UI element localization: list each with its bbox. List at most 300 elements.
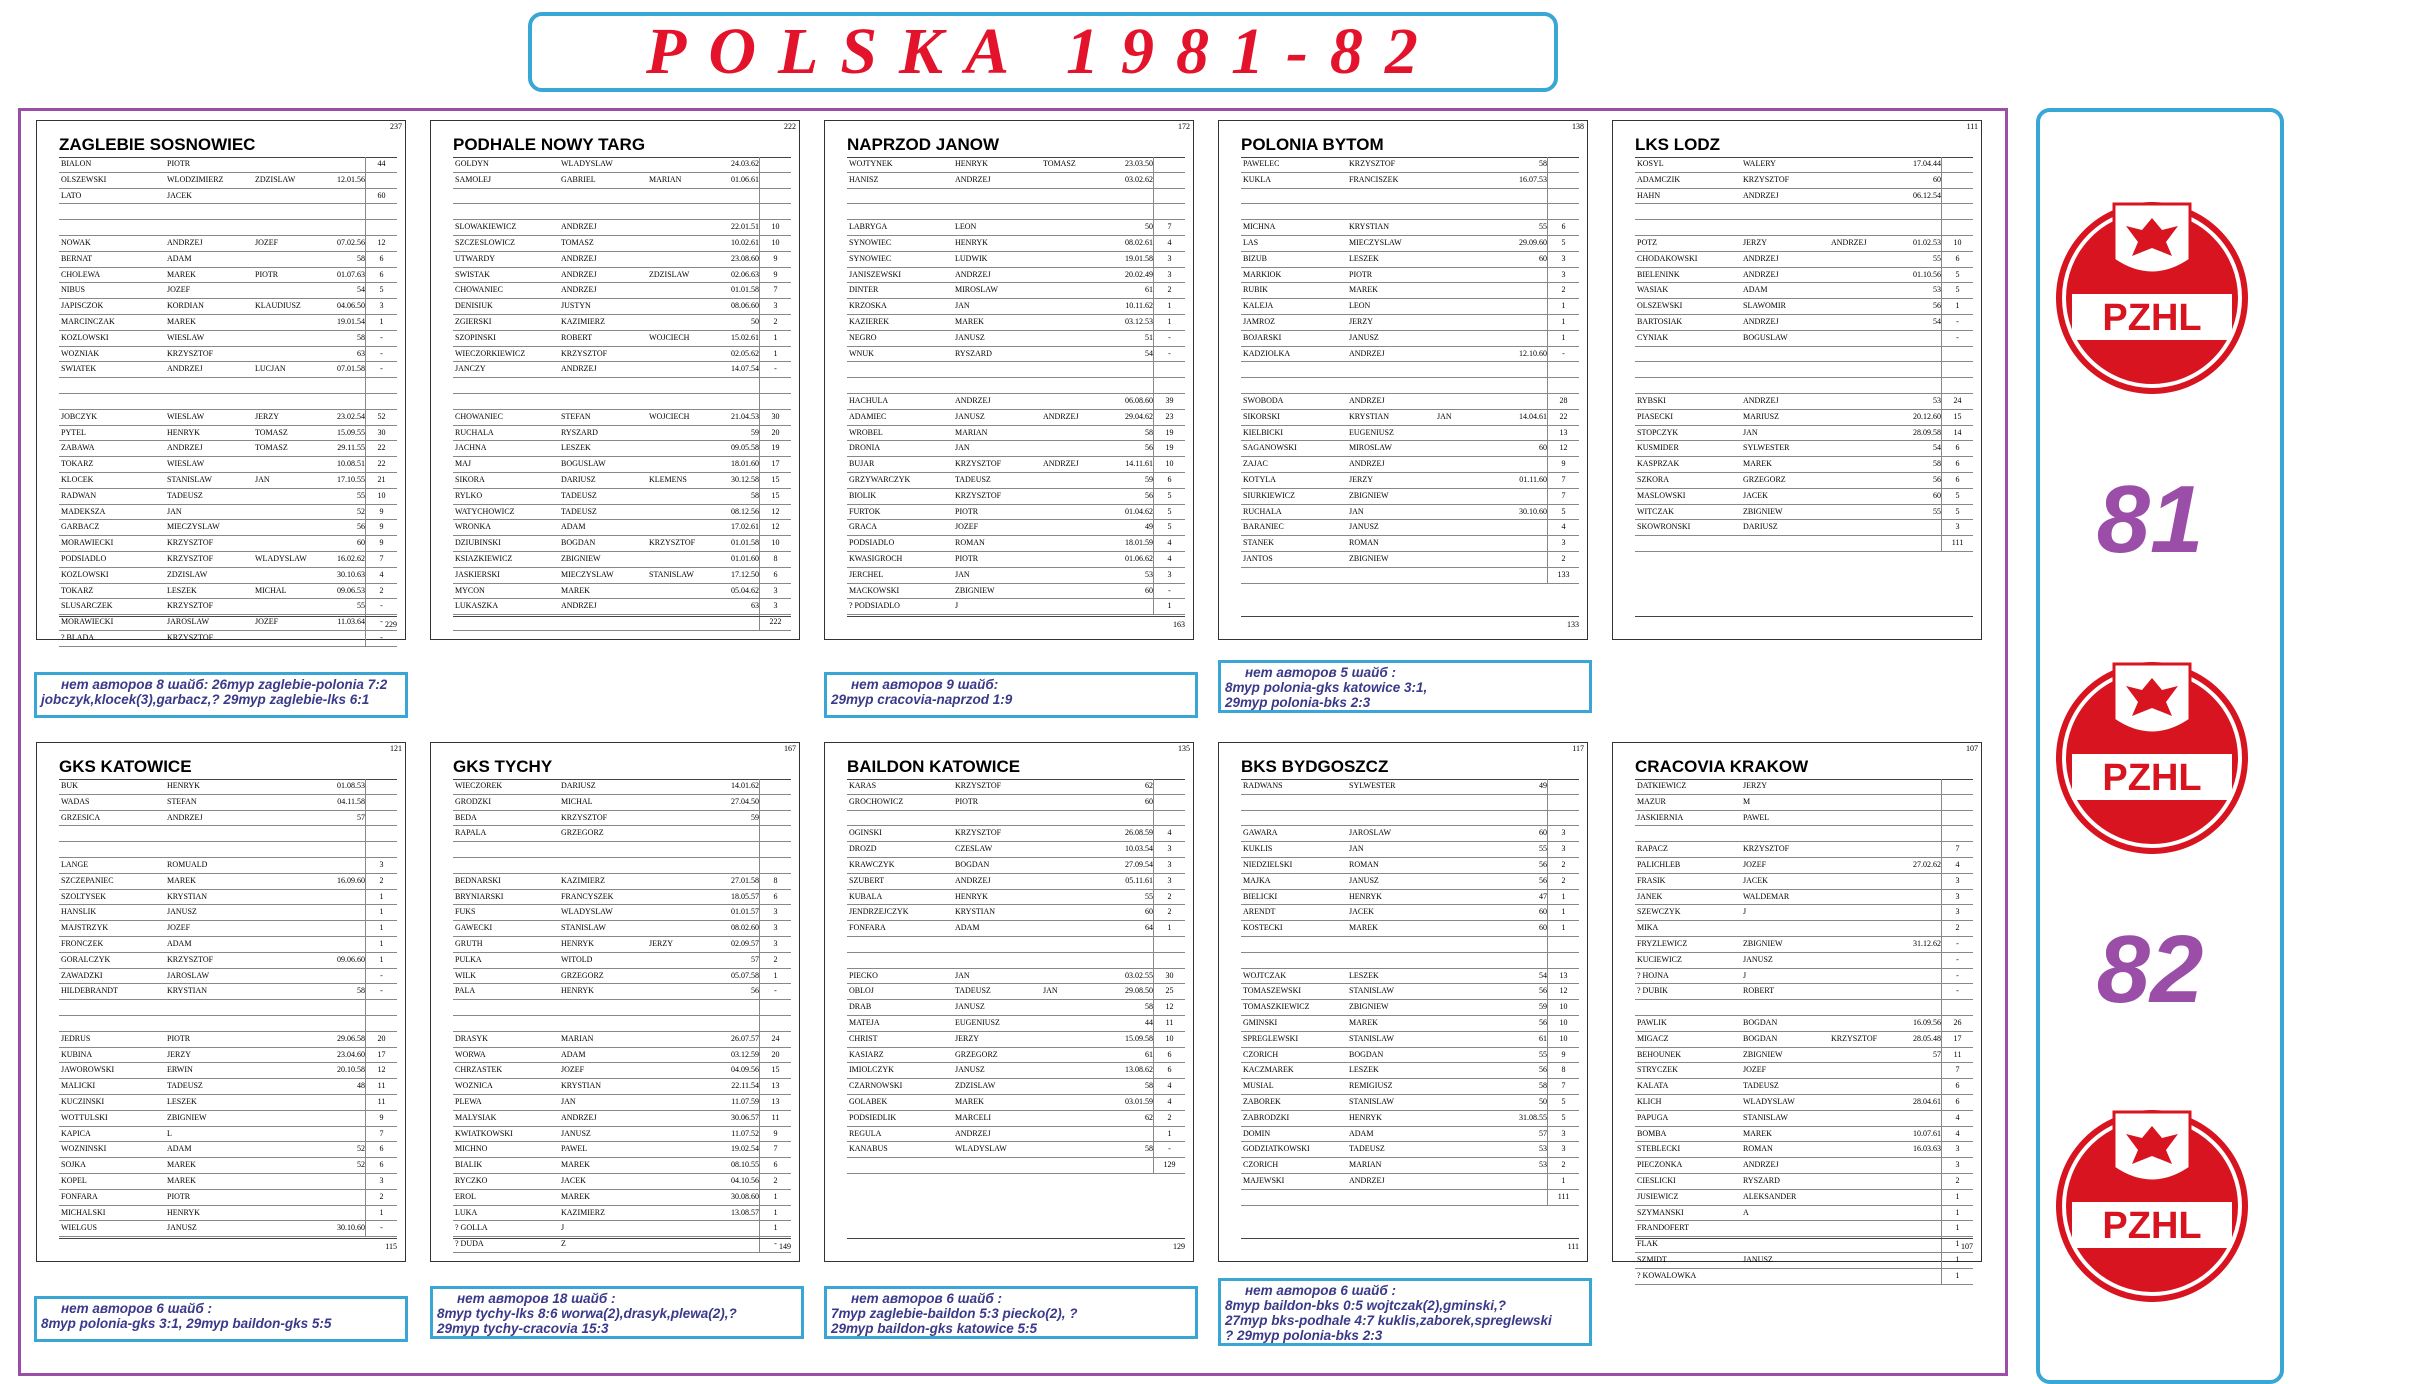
player-birthdate (1107, 599, 1153, 614)
player-birthdate (319, 189, 365, 204)
player-surname: WNUK (849, 348, 874, 358)
player-surname: GRACA (849, 522, 878, 532)
player-goals: 10 (759, 220, 791, 235)
player-surname: KANABUS (849, 1144, 888, 1154)
player-firstname: JAN (1743, 427, 1758, 437)
roster-row (847, 236, 1185, 252)
player-firstname: KRYSTIAN (561, 1081, 602, 1091)
player-surname: JEDRUS (61, 1033, 91, 1043)
player-surname: SWOBODA (1243, 395, 1284, 405)
player-second-name (1043, 441, 1107, 456)
roster-row (59, 969, 397, 985)
player-second-name (1437, 969, 1501, 984)
player-firstname (1349, 362, 1437, 377)
roster-row (1241, 1095, 1579, 1111)
player-surname: ZGIERSKI (455, 316, 492, 326)
player-surname: GROCHOWICZ (849, 796, 904, 806)
player-firstname (1743, 347, 1831, 362)
player-firstname (561, 842, 649, 857)
player-surname: SZCZESLOWICZ (455, 237, 515, 247)
team-total: 229 (59, 616, 397, 633)
player-birthdate (1107, 204, 1153, 219)
player-firstname: ERWIN (167, 1065, 193, 1075)
roster-row (453, 937, 791, 953)
roster-row (453, 394, 791, 410)
player-surname: GODZIATKOWSKI (1243, 1144, 1310, 1154)
player-second-name (649, 584, 713, 599)
player-goals: 6 (759, 1158, 791, 1173)
player-firstname (1743, 220, 1831, 235)
player-firstname: WIESLAW (167, 332, 205, 342)
player-surname: PODSIEDLIK (849, 1112, 897, 1122)
player-surname: ZABOREK (1243, 1096, 1281, 1106)
player-surname: WADAS (61, 796, 90, 806)
note-line: нет авторов 6 шайб : (851, 1291, 1002, 1306)
player-second-name (1043, 189, 1107, 204)
roster-table (453, 157, 791, 627)
roster-row (59, 394, 397, 410)
player-goals: 3 (1153, 568, 1185, 583)
player-second-name (1437, 921, 1501, 936)
player-birthdate (319, 1000, 365, 1015)
player-goals: 1 (365, 921, 397, 936)
player-birthdate (1501, 283, 1547, 298)
player-birthdate (1501, 315, 1547, 330)
player-second-name: ZDZISLAW (255, 174, 296, 184)
player-firstname (1743, 1000, 1831, 1015)
player-surname: IMIOLCZYK (849, 1065, 894, 1075)
player-surname: BUJAR (849, 459, 875, 469)
player-surname (847, 189, 955, 204)
player-surname (59, 1016, 167, 1031)
player-birthdate: 01.01.57 (731, 907, 759, 917)
player-surname: BARTOSIAK (1637, 316, 1683, 326)
player-birthdate: 54 (1539, 970, 1547, 980)
player-goals: 111 (1547, 1190, 1579, 1205)
player-birthdate (1501, 795, 1547, 810)
player-birthdate (319, 220, 365, 235)
player-second-name (649, 779, 713, 794)
player-second-name (1043, 1032, 1107, 1047)
roster-row (847, 473, 1185, 489)
player-firstname: PIOTR (167, 1191, 191, 1201)
player-surname: KASIARZ (849, 1049, 884, 1059)
roster-row (1635, 921, 1973, 937)
roster-row (1241, 457, 1579, 473)
roster-row (1635, 204, 1973, 220)
player-second-name (1831, 874, 1895, 889)
player-firstname: ANDRZEJ (167, 364, 203, 374)
team-name: POLONIA BYTOM (1241, 135, 1579, 158)
player-second-name (1043, 1016, 1107, 1031)
player-surname: SOJKA (61, 1160, 86, 1170)
player-second-name (1437, 1016, 1501, 1031)
player-firstname: HENRYK (1349, 891, 1382, 901)
player-birthdate: 30.06.57 (731, 1112, 759, 1122)
player-firstname: HENRYK (561, 986, 594, 996)
roster-row (1241, 568, 1579, 584)
roster-row (453, 874, 791, 890)
roster-row (1241, 505, 1579, 521)
player-second-name (1831, 1063, 1895, 1078)
player-firstname: MARIAN (955, 427, 988, 437)
player-firstname (1743, 204, 1831, 219)
player-goals: 1 (1547, 1174, 1579, 1189)
player-birthdate: 30.10.63 (337, 569, 365, 579)
player-second-name (1043, 268, 1107, 283)
player-goals: 8 (759, 874, 791, 889)
player-firstname: LESZEK (1349, 970, 1379, 980)
player-birthdate: 56 (751, 986, 759, 996)
player-firstname: WALERY (1743, 159, 1776, 168)
player-firstname: KRZYSZTOF (955, 781, 1002, 790)
player-goals (1547, 173, 1579, 188)
player-firstname: KRYSTIAN (167, 986, 208, 996)
player-surname: KADZIOLKA (1243, 348, 1291, 358)
player-firstname: GRZEGORZ (561, 970, 604, 980)
player-goals (759, 779, 791, 794)
player-firstname: KAZIMIERZ (561, 316, 605, 326)
roster-row (59, 1158, 397, 1174)
player-birthdate: 57 (751, 954, 759, 964)
player-second-name (1831, 536, 1895, 551)
player-birthdate (1501, 426, 1547, 441)
player-second-name (255, 826, 319, 841)
player-firstname: JACEK (561, 1175, 586, 1185)
roster-row (847, 252, 1185, 268)
player-second-name (1043, 315, 1107, 330)
player-goals: 6 (365, 1158, 397, 1173)
player-goals: 4 (1547, 520, 1579, 535)
player-firstname (167, 204, 255, 219)
player-goals: 1 (1547, 921, 1579, 936)
player-second-name (1043, 347, 1107, 362)
roster-row (453, 584, 791, 600)
player-firstname: FRANCISZEK (1349, 174, 1399, 184)
player-goals: 1 (759, 331, 791, 346)
player-goals (1941, 347, 1973, 362)
player-firstname: ZBIGNIEW (1349, 490, 1389, 500)
player-goals: 22 (1547, 410, 1579, 425)
player-second-name (649, 347, 713, 362)
player-second-name: ANDRZEJ (1043, 411, 1079, 421)
player-surname: JAWOROWSKI (61, 1065, 115, 1075)
player-birthdate (1895, 1174, 1941, 1189)
player-birthdate: 01.01.58 (731, 538, 759, 548)
roster-row (847, 1032, 1185, 1048)
player-birthdate: 55 (357, 601, 365, 611)
player-goals: 15 (759, 473, 791, 488)
team-total: 107 (1635, 1238, 1973, 1255)
player-birthdate: 01.04.62 (1125, 506, 1153, 516)
player-firstname: ANDRZEJ (955, 1128, 991, 1138)
roster-row (1635, 1000, 1973, 1016)
player-birthdate (1107, 1158, 1153, 1173)
player-surname: JENDRZEJCZYK (849, 907, 909, 917)
player-birthdate: 08.02.61 (1125, 237, 1153, 247)
player-birthdate: 09.05.58 (731, 443, 759, 453)
player-birthdate: 59 (1145, 474, 1153, 484)
player-surname: FURTOK (849, 506, 881, 516)
team-name: BKS BYDGOSZCZ (1241, 757, 1579, 780)
player-second-name (1831, 268, 1895, 283)
player-firstname: JANUSZ (955, 1002, 985, 1012)
player-firstname (1349, 378, 1437, 393)
player-surname (847, 378, 955, 393)
team-name: NAPRZOD JANOW (847, 135, 1185, 158)
roster-row (847, 394, 1185, 410)
player-firstname: ZBIGNIEW (561, 553, 601, 563)
player-second-name: WLADYSLAW (255, 553, 307, 563)
roster-row (847, 1142, 1185, 1158)
roster-row (59, 811, 397, 827)
roster-row (453, 173, 791, 189)
player-firstname: JACEK (167, 190, 192, 200)
player-birthdate: 20.02.49 (1125, 269, 1153, 279)
roster-row (453, 536, 791, 552)
roster-row (59, 953, 397, 969)
player-firstname: KAZIMIERZ (561, 875, 605, 885)
roster-row (453, 1221, 791, 1237)
player-birthdate: 04.09.56 (731, 1065, 759, 1075)
player-second-name (255, 858, 319, 873)
player-firstname: JANUSZ (1349, 522, 1379, 532)
player-second-name (649, 283, 713, 298)
player-firstname: M (1743, 796, 1751, 806)
player-birthdate: 04.06.50 (337, 301, 365, 311)
roster-row (453, 236, 791, 252)
player-second-name (1437, 1127, 1501, 1142)
player-second-name (1043, 1000, 1107, 1015)
team-goal-count: 117 (1572, 744, 1584, 753)
player-firstname: MIECZYSLAW (167, 522, 220, 532)
player-firstname: STANISLAW (1349, 1033, 1394, 1043)
player-goals: - (365, 969, 397, 984)
player-surname: SZKORA (1637, 474, 1670, 484)
player-goals: 2 (1547, 552, 1579, 567)
player-surname: CZARNOWSKI (849, 1081, 903, 1091)
player-second-name (1043, 811, 1107, 826)
player-birthdate (1895, 1269, 1941, 1284)
roster-row (1635, 1206, 1973, 1222)
player-firstname: JANUSZ (1743, 954, 1773, 964)
player-firstname: RYSZARD (561, 427, 598, 437)
roster-row (453, 252, 791, 268)
player-birthdate: 53 (1539, 1144, 1547, 1154)
player-second-name (649, 1032, 713, 1047)
player-firstname: ANDRZEJ (167, 237, 203, 247)
player-second-name (649, 905, 713, 920)
player-goals: 4 (1153, 236, 1185, 251)
roster-row (59, 858, 397, 874)
player-surname: BIELICKI (1243, 891, 1278, 901)
player-firstname (1743, 362, 1831, 377)
team-name: GKS TYCHY (453, 757, 791, 780)
roster-row (1241, 1016, 1579, 1032)
player-firstname: ZDZISLAW (955, 1081, 996, 1091)
player-birthdate: 55 (1539, 1049, 1547, 1059)
player-surname: KUCZINSKI (61, 1096, 105, 1106)
player-birthdate (1895, 921, 1941, 936)
player-firstname: ZBIGNIEW (955, 585, 995, 595)
player-goals (759, 1000, 791, 1015)
roster-row (59, 1095, 397, 1111)
player-surname (847, 811, 955, 826)
player-second-name (255, 252, 319, 267)
roster-row (59, 489, 397, 505)
player-firstname: WIESLAW (167, 411, 205, 421)
player-firstname: ANDRZEJ (1743, 1160, 1779, 1170)
player-birthdate (1895, 362, 1941, 377)
player-second-name (1043, 584, 1107, 599)
player-firstname: Z (561, 1239, 566, 1249)
player-surname: SIKORA (455, 474, 485, 484)
player-birthdate (1895, 826, 1941, 841)
player-second-name (1437, 394, 1501, 409)
player-second-name: MARIAN (649, 174, 682, 184)
player-second-name (649, 1016, 713, 1031)
player-second-name (649, 204, 713, 219)
player-second-name (1831, 505, 1895, 520)
player-firstname: MIECZYSLAW (561, 569, 614, 579)
player-surname: PALA (455, 986, 476, 996)
player-surname: BOMBA (1637, 1128, 1667, 1138)
player-firstname: MARIAN (1349, 1160, 1382, 1170)
player-surname: PULKA (455, 954, 482, 964)
player-birthdate: 08.02.60 (731, 923, 759, 933)
player-firstname: JACEK (1743, 875, 1768, 885)
roster-row (1241, 252, 1579, 268)
year-81: 81 (2096, 466, 2204, 573)
player-firstname: ZBIGNIEW (167, 1112, 207, 1122)
player-second-name (649, 426, 713, 441)
player-firstname: HENRYK (167, 427, 200, 437)
player-firstname: ANDRZEJ (561, 1112, 597, 1122)
note-line: нет авторов 6 шайб : (1245, 1283, 1396, 1298)
player-goals (1153, 173, 1185, 188)
player-birthdate (1501, 394, 1547, 409)
roster-row (59, 331, 397, 347)
player-firstname: LESZEK (167, 585, 197, 595)
player-surname: GARBACZ (61, 522, 100, 532)
player-birthdate (1107, 378, 1153, 393)
player-firstname (561, 189, 649, 204)
roster-row (1241, 858, 1579, 874)
roster-row (453, 505, 791, 521)
player-goals: 3 (759, 937, 791, 952)
roster-row (847, 520, 1185, 536)
player-surname (1241, 937, 1349, 952)
player-surname (453, 189, 561, 204)
player-second-name (1043, 394, 1107, 409)
player-birthdate: 50 (1145, 222, 1153, 232)
player-firstname (1743, 378, 1831, 393)
player-goals: 9 (1547, 457, 1579, 472)
player-surname: KAPICA (61, 1128, 91, 1138)
player-goals: 19 (759, 441, 791, 456)
roster-row (59, 842, 397, 858)
roster-row (453, 331, 791, 347)
player-surname: RAPALA (455, 828, 487, 838)
player-birthdate: 60 (1145, 796, 1153, 806)
player-goals: 13 (1547, 426, 1579, 441)
player-goals: 2 (1153, 283, 1185, 298)
player-firstname (561, 1000, 649, 1015)
player-birthdate: 62 (1145, 1112, 1153, 1122)
player-second-name: KLEMENS (649, 474, 687, 484)
player-birthdate (1501, 331, 1547, 346)
player-birthdate (1895, 378, 1941, 393)
roster-row (453, 315, 791, 331)
roster-row (847, 536, 1185, 552)
roster-row (453, 921, 791, 937)
player-firstname: ADAM (167, 253, 192, 263)
player-firstname: BOGDAN (561, 538, 596, 548)
roster-row (1241, 489, 1579, 505)
player-firstname: JOZEF (1743, 859, 1767, 869)
player-goals: 4 (1153, 552, 1185, 567)
player-second-name (1043, 1111, 1107, 1126)
player-second-name (255, 394, 319, 409)
player-goals: 3 (1153, 874, 1185, 889)
player-birthdate: 52 (357, 506, 365, 516)
roster-row (453, 157, 791, 173)
player-second-name (1043, 969, 1107, 984)
player-birthdate: 56 (1539, 986, 1547, 996)
player-firstname: STANISLAW (1743, 1112, 1788, 1122)
player-birthdate: 58 (357, 986, 365, 996)
player-second-name (1437, 362, 1501, 377)
player-surname: SAMOLEJ (455, 174, 492, 184)
player-goals (1153, 953, 1185, 968)
player-firstname: ANDRZEJ (955, 875, 991, 885)
player-firstname: REMIGIUSZ (1349, 1081, 1393, 1091)
roster-row (453, 362, 791, 378)
player-second-name (1437, 283, 1501, 298)
player-firstname: PIOTR (955, 553, 979, 563)
player-surname: WOTTULSKI (61, 1112, 108, 1122)
player-surname: SZOPINSKI (455, 332, 496, 342)
roster-row (59, 220, 397, 236)
player-surname: KOPEL (61, 1175, 87, 1185)
player-surname: NOWAK (61, 237, 91, 247)
player-birthdate: 13.08.62 (1125, 1065, 1153, 1075)
player-firstname: ANDRZEJ (561, 269, 597, 279)
roster-row (847, 347, 1185, 363)
player-second-name (1437, 953, 1501, 968)
player-birthdate (1501, 536, 1547, 551)
note-line: нет авторов 6 шайб : (61, 1301, 212, 1316)
player-firstname: ANDRZEJ (1349, 459, 1385, 469)
player-goals: 5 (1941, 505, 1973, 520)
player-birthdate: 58 (1145, 427, 1153, 437)
player-birthdate: 60 (1933, 174, 1941, 184)
player-firstname: SYLWESTER (1743, 443, 1790, 453)
roster-row (1635, 315, 1973, 331)
player-birthdate (1107, 189, 1153, 204)
roster-row (59, 984, 397, 1000)
player-goals: 6 (1547, 220, 1579, 235)
player-firstname: MAREK (167, 316, 196, 326)
player-firstname (167, 378, 255, 393)
player-birthdate (1895, 890, 1941, 905)
player-goals: 1 (759, 969, 791, 984)
player-second-name (1437, 1063, 1501, 1078)
player-birthdate (319, 1206, 365, 1221)
player-firstname: STANISLAW (167, 474, 212, 484)
player-surname: KOSYL (1637, 159, 1664, 168)
player-surname (1241, 811, 1349, 826)
